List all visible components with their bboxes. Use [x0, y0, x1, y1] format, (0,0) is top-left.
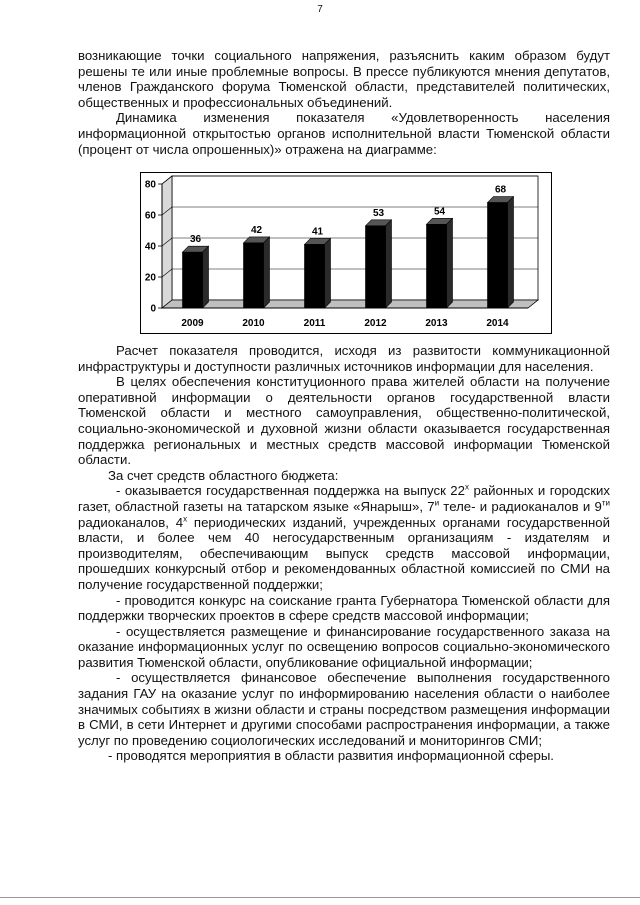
bar-side — [264, 237, 270, 308]
x-tick-label: 2009 — [181, 318, 204, 329]
data-label: 41 — [311, 226, 324, 238]
text-block-bottom — [78, 343, 610, 764]
page-number: 7 — [317, 4, 323, 15]
bullet-state-task: - осуществляется финансовое обеспечение выполнения государственного задания ГАУ на оказание услуг по информированию населения области о наиболее значимых событиях в жизни области и страны посредством размещения информации в СМИ, в сети Интернет и другими способами распространения информации, а также услуг по проведению социологических исследований и мониторингов СМИ; — [78, 670, 610, 748]
bullet-grant: - проводится конкурс на соискание гранта Губернатора Тюменской области для поддержки творческих проектов в сфере средств массовой информации; — [78, 592, 610, 624]
bar-side — [325, 238, 331, 308]
bar — [244, 243, 264, 308]
data-label: 42 — [250, 224, 263, 236]
bar-side — [386, 220, 392, 308]
x-tick-label: 2013 — [425, 318, 448, 329]
paragraph-top: возникающие точки социального напряжения, разъяснить каким образом будут решены те или иные проблемные вопросы. В прессе публикуются мнения депутатов, членов Гражданского форума Тюменской области, представителей политических, общественных и профессиональных объединений. — [78, 48, 610, 110]
paragraph-rights: В целях обеспечения конституционного права жителей области на получение оперативной информации о деятельности органов государственной власти Тюменской области и местного самоуправления, общественно-политической, социально-экономической и духовной жизни области оказывается государственная поддержка региональных и местных средств массовой информации Тюменской области. — [78, 374, 610, 468]
y-tick-label: 20 — [144, 272, 156, 284]
paragraph-budget: За счет средств областного бюджета: — [108, 467, 339, 483]
x-tick-label: 2010 — [242, 318, 265, 329]
bar-chart-svg — [140, 172, 552, 334]
y-tick-label: 60 — [144, 210, 156, 222]
data-label: 53 — [372, 207, 385, 219]
paragraph-dynamics: Динамика изменения показателя «Удовлетворенность населения информационной открытостью органов исполнительной власти Тюменской области (процент от числа опрошенных)» отражена на диаграмме: — [78, 110, 610, 157]
bar — [488, 203, 508, 308]
data-label: 36 — [189, 234, 202, 246]
data-label: 68 — [494, 184, 507, 196]
bar-side — [447, 218, 453, 308]
y-tick-label: 80 — [144, 179, 156, 191]
data-label: 54 — [433, 206, 446, 218]
bullet-state-order: - осуществляется размещение и финансирование государственного заказа на оказание информационных услуг по освещению вопросов социально-экономического развития Тюменской области, опубликование официальной информации; — [78, 623, 610, 670]
y-tick-label: 0 — [150, 303, 156, 315]
bar — [183, 252, 203, 308]
bar-side — [508, 197, 514, 308]
x-tick-label: 2012 — [364, 318, 387, 329]
bar — [366, 226, 386, 308]
chart-floor — [162, 300, 538, 308]
bullet-info-sphere: - проводятся мероприятия в области развития информационной сферы. — [108, 748, 554, 764]
text-block-top — [78, 48, 610, 157]
bar-side — [203, 246, 209, 308]
x-tick-label: 2011 — [303, 318, 326, 329]
bullet-support: - оказывается государственная поддержка на выпуск $22^х$ районных и городских газет, областной газеты на татарском языке «Янарыш», $7^и$ теле- и радиоканалов и $9^{ти}$ радиоканалов, $4^х$ периодических изданий, учрежденных органами государственной власти, и более чем 40 негосударственным организациям - издателям и производителям, обеспечивающим выпуск средств массовой информации, прошедших конкурсный отбор и рекомендованных областной комиссией по СМИ на получение государственной поддержки; — [78, 482, 610, 592]
y-tick-label: 40 — [144, 241, 156, 253]
bar — [305, 244, 325, 308]
x-tick-label: 2014 — [486, 318, 509, 329]
bar-chart — [140, 172, 552, 334]
bar — [427, 224, 447, 308]
paragraph-calc: Расчет показателя проводится, исходя из развитости коммуникационной инфраструктуры и доступности различных источников информации для населения. — [78, 343, 610, 374]
bottom-border — [0, 897, 640, 898]
